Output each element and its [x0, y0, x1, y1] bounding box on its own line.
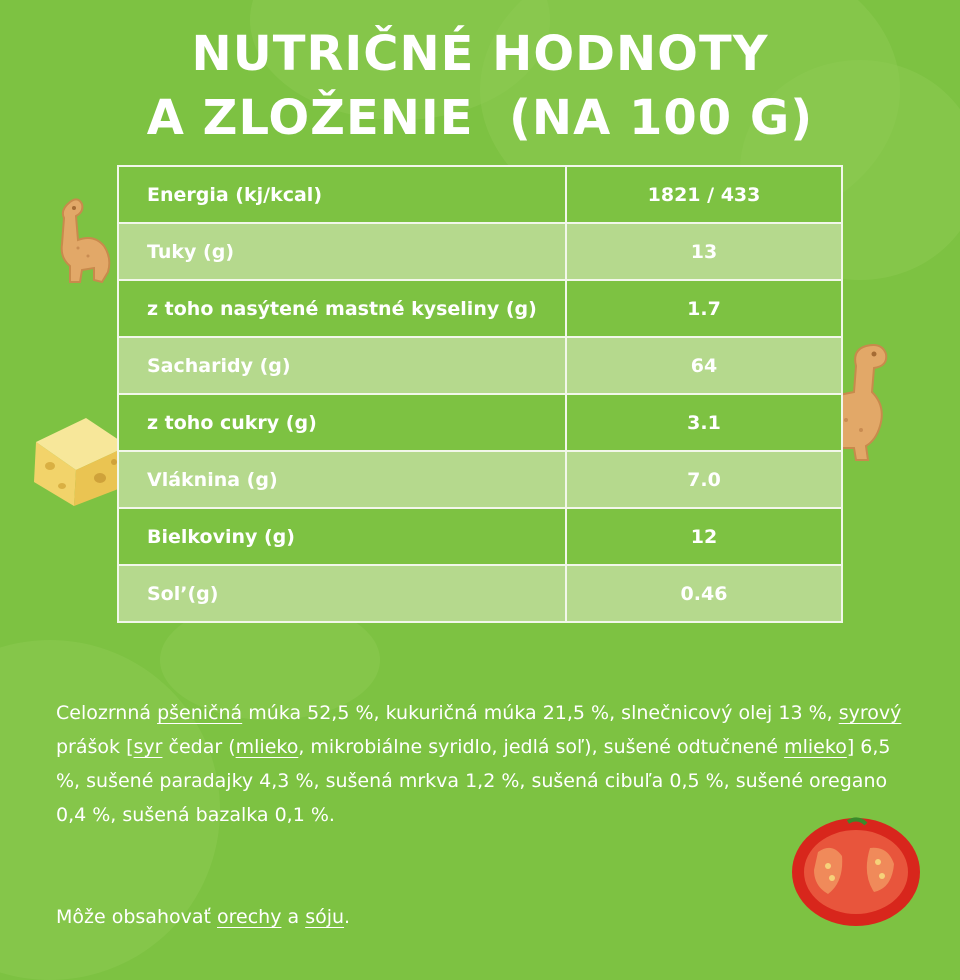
nutrient-label: Vláknina (g)	[118, 451, 566, 508]
title-line-2: A ZLOŽENIE (NA 100 G)	[146, 90, 814, 146]
allergy-part: Môže obsahovať	[56, 906, 217, 928]
nutrient-label: z toho nasýtené mastné kyseliny (g)	[118, 280, 566, 337]
table-row	[118, 166, 842, 223]
nutrient-label: Bielkoviny (g)	[118, 508, 566, 565]
nutrient-value: 64	[566, 337, 842, 394]
allergen-highlight: mlieko	[784, 736, 847, 758]
allergen-highlight: pšeničná	[157, 702, 243, 724]
ingredients-part: čedar (	[162, 736, 236, 758]
nutrient-value: 13	[566, 223, 842, 280]
dinosaur-snack-icon	[48, 196, 116, 286]
nutrient-label: z toho cukry (g)	[118, 394, 566, 451]
nutrient-label: Sol’(g)	[118, 565, 566, 622]
nutrient-label: Tuky (g)	[118, 223, 566, 280]
table-row	[118, 394, 842, 451]
ingredients-part: múka 52,5 %, kukuričná múka 21,5 %, slnečnicový olej 13 %,	[242, 702, 839, 724]
nutrient-value: 1.7	[566, 280, 842, 337]
allergen-highlight: orechy	[217, 906, 282, 928]
allergen-highlight: sóju	[305, 906, 345, 928]
allergen-highlight: syrový	[838, 702, 902, 724]
table-row	[118, 451, 842, 508]
nutrient-value: 7.0	[566, 451, 842, 508]
nutrient-value: 12	[566, 508, 842, 565]
table-row	[118, 337, 842, 394]
ingredients-text	[56, 696, 906, 832]
allergy-part: a	[281, 906, 306, 928]
ingredients-part: Celozrnná	[56, 702, 158, 724]
table-row	[118, 223, 842, 280]
nutrition-table	[117, 165, 843, 623]
allergy-part: .	[344, 906, 351, 928]
page-title	[0, 22, 960, 150]
allergy-warning	[56, 900, 756, 934]
nutrient-value: 1821 / 433	[566, 166, 842, 223]
allergen-highlight: mlieko	[235, 736, 299, 758]
allergen-highlight: syr	[133, 736, 163, 758]
nutrient-value: 3.1	[566, 394, 842, 451]
ingredients-part: , mikrobiálne syridlo, jedlá soľ), sušené odtučnené	[298, 736, 785, 758]
nutrient-value: 0.46	[566, 565, 842, 622]
title-line-1: NUTRIČNÉ HODNOTY	[191, 26, 769, 82]
nutrient-label: Sacharidy (g)	[118, 337, 566, 394]
ingredients-part: prášok [	[56, 736, 134, 758]
table-row	[118, 508, 842, 565]
table-row	[118, 280, 842, 337]
nutrient-label: Energia (kj/kcal)	[118, 166, 566, 223]
table-row	[118, 565, 842, 622]
ingredients-part: ] 6,5 %, sušené paradajky 4,3 %, sušená mrkva 1,2 %, sušená cibuľa 0,5 %, sušené oregano 0,4 %, sušená bazalka 0,1 %.	[56, 736, 891, 826]
